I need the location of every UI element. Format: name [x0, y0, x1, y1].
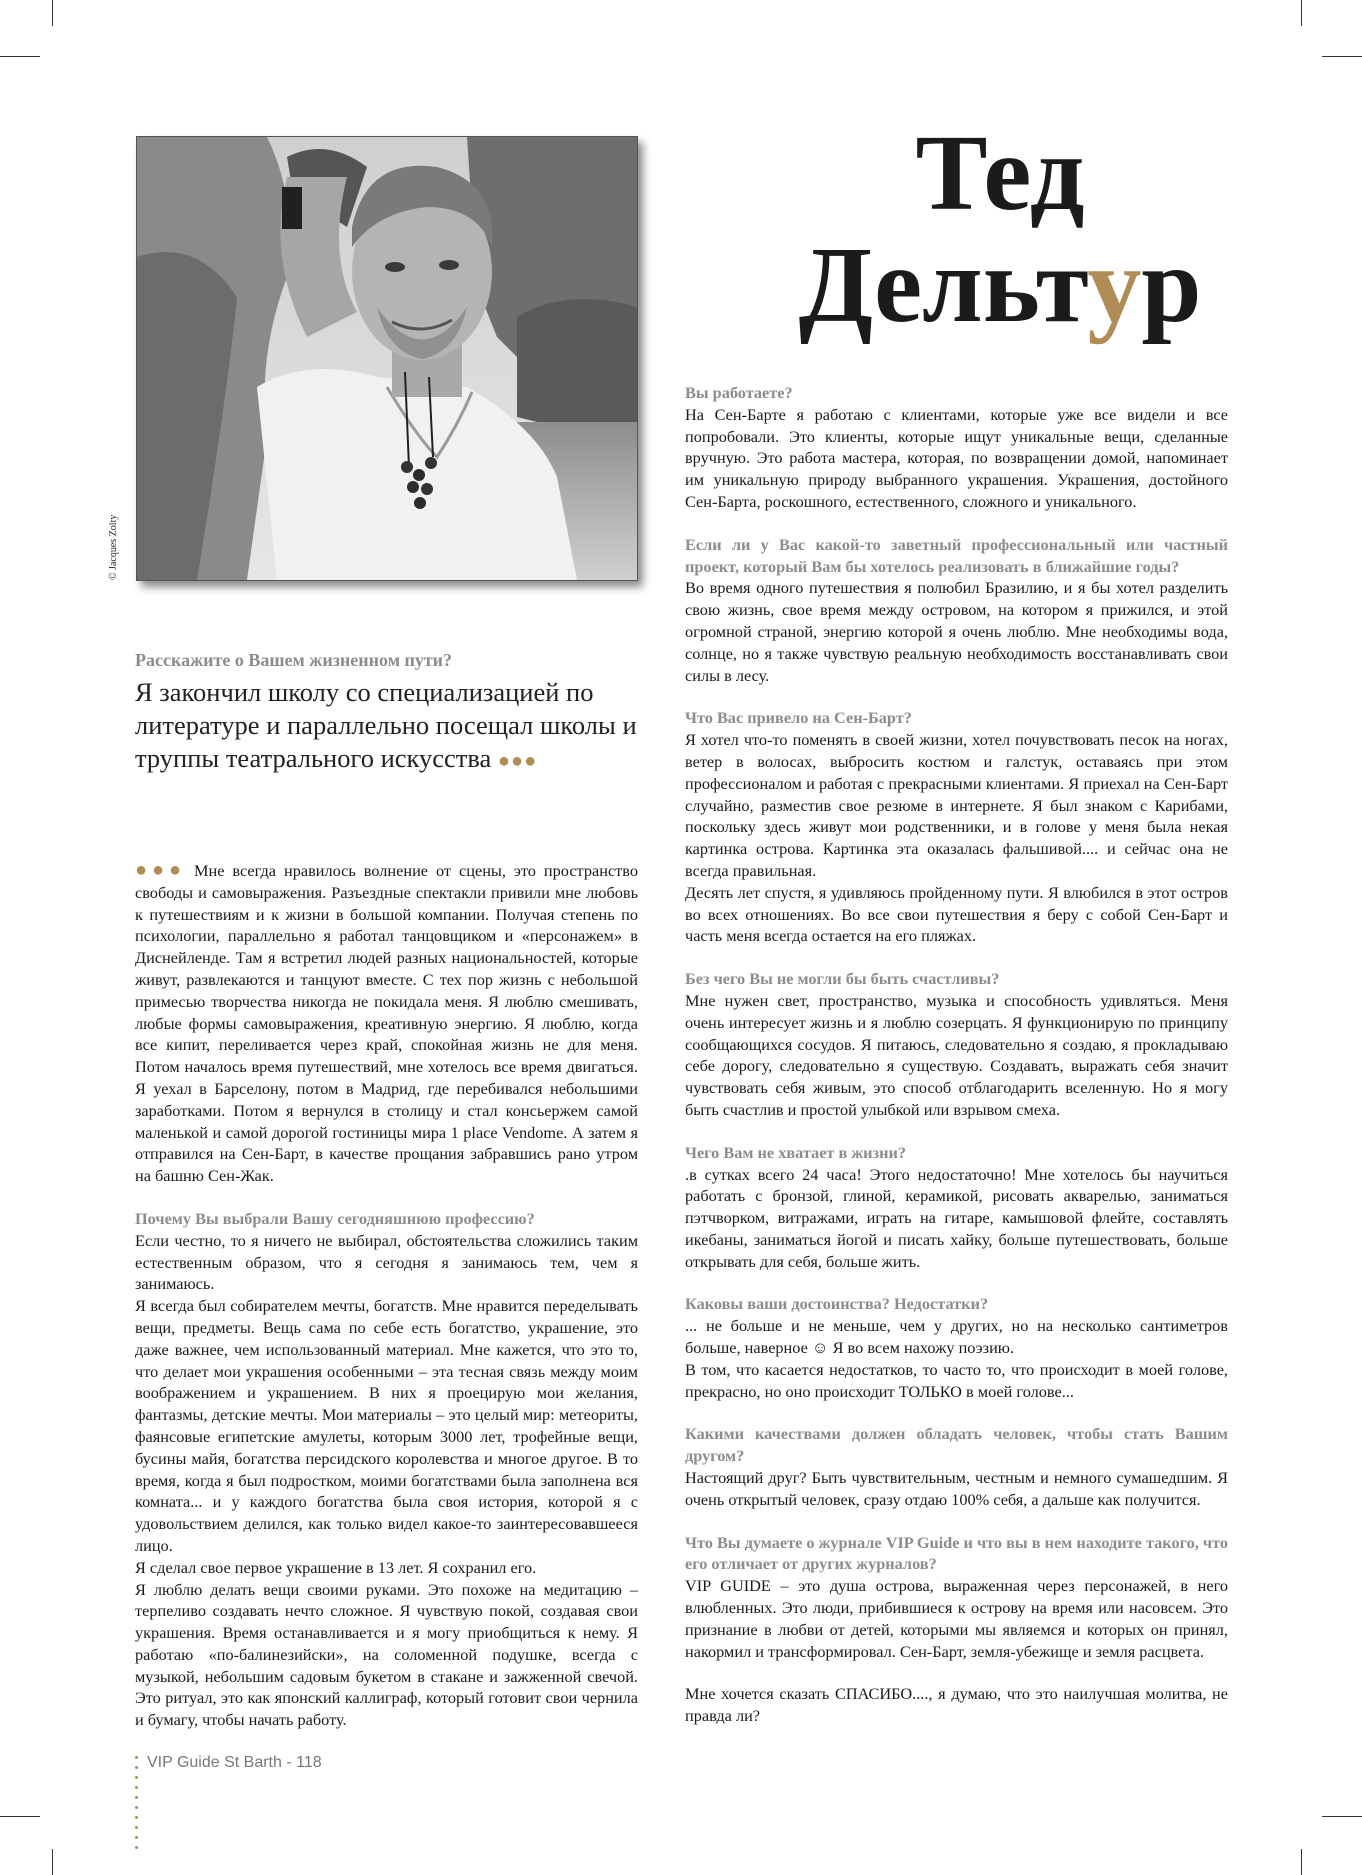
- answer-text: Мне всегда нравилось волнение от сцены, это пространство свободы и самовыражения. Разъездные спектакли привили мне любовь к путешествиям и к жизни в большой компании. Получая степень по психологии, параллельно я работал танцовщиком и «персонажем» в Диснейленде. Там я встретил людей разных национальностей, которые живут, развлекаются и танцуют вместе. С тех пор жизнь с небольшой примесью творчества никогда не покидала меня. Я люблю смешивать, любые формы самовыражения, креативную энергию. Я люблю, когда все кипит, переливается через край, спокойная жизнь не для меня. Потом началось время путешествий, мне хотелось все время двигаться. Я уехал в Барселону, потом в Мадрид, где перебивался небольшими заработками. Потом я вернулся в столицу и стал консьержем самой маленькой и самой дорогой гостиницы мира 1 place Vendome. А затем я отправился на Сен-Барт, в качестве прощания забравшись рано утром на башню Сен-Жак.: [135, 861, 638, 1186]
- intro-answer: [135, 676, 638, 778]
- crop-mark: [0, 56, 40, 57]
- footer-ornament: [135, 1756, 139, 1856]
- answer-paragraph: Десять лет спустя, я удивляюсь пройденному пути. Я влюбился в этот остров во всех отношениях. Во все свои путешествия я беру с собой Сен-Барт и часть меня всегда остается на его пляжах.: [685, 882, 1228, 946]
- answer-paragraph: Настоящий друг? Быть чувствительным, честным и немного сумашедшим. Я очень открытый человек, сразу отдаю 100% себя, а дальше как получится.: [685, 1468, 1228, 1509]
- page-footer: VIP Guide St Barth - 118: [147, 1754, 322, 1771]
- answer-paragraph: Я всегда был собирателем мечты, богатств. Мне нравится переделывать вещи, предметы. Вещь сама по себе есть богатство, украшение, это даже важнее, чем использованный материал. Мне кажется, что это то, что делает мои украшения особенными – эта тесная связь между моим воображением и украшением. В них я проецирую мои желания, фантазмы, детские мечты. Мои материалы – это целый мир: метеориты, фаянсовые египетские амулеты, которым 3000 лет, трофейные вещи, бусины майя, богатства персидского королевства и многое другое. В то время, когда я был подростком, моими богатствами была заполнена вся комната... и у каждого богатства была своя история, которой я с удовольствием делился, как только видел какое-то заинтересовавшееся лицо.: [135, 1296, 638, 1555]
- page-title: [720, 114, 1280, 345]
- portrait-illustration: [137, 137, 637, 580]
- answer-paragraph: Я сделал свое первое украшение в 13 лет. Я сохранил его.: [135, 1557, 537, 1577]
- question-heading: Каковы ваши достоинства? Недостатки?: [685, 1294, 989, 1314]
- answer-paragraph: На Сен-Барте я работаю с клиентами, которые уже все видели и все попробовали. Это клиенты, которые ищут уникальные вещи, сделанные вручную. Это работа мастера, которая, по возвращении домой, напоминает им уникальную природу выбранного украшения. Украшения, достойного Сен-Барта, роскошного, естественного, сложного и уникального.: [685, 404, 1228, 511]
- ornament-dots: ●●●: [135, 859, 186, 881]
- crop-mark: [52, 1849, 53, 1875]
- answer-paragraph: VIP GUIDE – это душа острова, выраженная через персонажей, в него влюбленных. Это люди, прибившиеся к острову на время или насовсем. Это признание в любви от детей, которыми мы являемся и которых он принял, накормил и трансформировал. Сен-Барт, земля-убежище и земля расцвета.: [685, 1576, 1228, 1661]
- crop-mark: [1322, 56, 1362, 57]
- question-heading: Какими качествами должен обладать человек, чтобы стать Вашим другом?: [685, 1424, 1228, 1466]
- question-heading: Вы работаете?: [685, 383, 793, 402]
- answer-paragraph: В том, что касается недостатков, то часто то, что происходит в моей голове, прекрасно, но оно происходит ТОЛЬКО в моей голове...: [685, 1359, 1228, 1401]
- answer-paragraph: [135, 860, 638, 1187]
- intro-answer-text: Я закончил школу со специализацией по литературе и параллельно посещал школы и труппы театрального искусства: [135, 677, 637, 773]
- ornament-dots: ●●●: [497, 750, 538, 772]
- question-heading: Чего Вам не хватает в жизни?: [685, 1142, 906, 1162]
- question-heading: Без чего Вы не могли бы быть счастливы?: [685, 969, 1000, 989]
- portrait-photo: [136, 136, 638, 581]
- answer-paragraph: .в сутках всего 24 часа! Этого недостаточно! Мне хотелось бы научиться работать с бронзой, глиной, керамикой, рисовать акварелью, заниматься пэтчворком, витражами, играть на гитаре, камышовой флейте, составлять икебаны, заниматься йогой и писать хайку, больше путешествовать, больше открывать для себя, больше жить.: [685, 1164, 1228, 1271]
- closing-paragraph: Мне хочется сказать СПАСИБО...., я думаю, что это наилучшая молитва, не правда ли?: [685, 1684, 1228, 1726]
- answer-paragraph: Я люблю делать вещи своими руками. Это похоже на медитацию – терпеливо создавать нечто сложное. Я чувствую покой, создавая свои украшения. Время останавливается и я могу приобщиться к нему. Я работаю «по-балинезийски», на соломенной подушке, всегда с музыкой, небольшим садовым букетом в стакане и зажженной свечой. Это ритуал, это как японский каллиграф, который готовит свои чернила и бумагу, чтобы начать работу.: [135, 1579, 638, 1730]
- question-heading: Что Вас привело на Сен-Барт?: [685, 708, 912, 728]
- title-accent-letter: у: [1087, 226, 1142, 345]
- crop-mark: [1301, 0, 1302, 26]
- question-heading: Что Вы думаете о журнале VIP Guide и что вы в нем находите такого, что его отличает от других журналов?: [685, 1532, 1228, 1574]
- crop-mark: [1301, 1849, 1302, 1875]
- crop-mark: [0, 1816, 40, 1817]
- intro-question: Расскажите о Вашем жизненном пути?: [135, 650, 453, 670]
- answer-paragraph: ... не больше и не меньше, чем у других, но на несколько сантиметров больше, наверное ☺ Я во всем нахожу поэзию.: [685, 1316, 1228, 1358]
- right-column: [685, 382, 1228, 1727]
- photo-credit: © Jacques Zolty: [108, 514, 119, 580]
- answer-paragraph: Во время одного путешествия я полюбил Бразилию, и я бы хотел разделить свою жизнь, свое время между островом, на котором я прижился, и этой огромной страной, энергию которой я очень люблю. Мне необходимы вода, солнце, но я также чувствую реальную необходимость восстанавливать свои силы в лесу.: [685, 578, 1228, 685]
- answer-paragraph: Я хотел что-то поменять в своей жизни, хотел почувствовать песок на ногах, ветер в волосах, выбросить костюм и галстук, оставаясь при этом профессионалом и работая с прекрасными клиентами. Я приехал на Сен-Барт случайно, разместив свое резюме в интернете. Я был знаком с Карибами, поскольку здесь живут мои родственники, и в голове у меня была некая картинка острова. Картинка эта оказалась фальшивой.... и сейчас она не всегда правильная.: [685, 730, 1228, 880]
- crop-mark: [52, 0, 53, 26]
- title-last-name: [720, 226, 1280, 345]
- title-last-name-part: Дельт: [798, 226, 1088, 345]
- title-last-name-end: р: [1141, 226, 1202, 345]
- left-column: [135, 860, 638, 1731]
- answer-paragraph: Мне нужен свет, пространство, музыка и способность удивляться. Меня очень интересует жизнь и я люблю созерцать. Я функционирую по принципу сообщающихся сосудов. Я питаюсь, следовательно я создаю, я прокладываю себе дорогу, следовательно я существую. Создавать, выражать себя значит чувствовать себя живым, это способ отблагодарить вселенную. Но я могу быть счастлив и простой улыбкой или взрывом смеха.: [685, 990, 1228, 1119]
- answer-paragraph: Если честно, то я ничего не выбирал, обстоятельства сложились таким естественным образом, что я сегодня я занимаюсь тем, чем я занимаюсь.: [135, 1230, 638, 1294]
- title-first-name: Тед: [915, 114, 1085, 233]
- portrait-photo-frame: [136, 136, 640, 579]
- crop-mark: [1322, 1816, 1362, 1817]
- question-heading: Почему Вы выбрали Вашу сегодняшнюю профессию?: [135, 1208, 535, 1228]
- question-heading: Если ли у Вас какой-то заветный профессиональный или частный проект, который Вам бы хотелось реализовать в ближайшие годы?: [685, 534, 1228, 576]
